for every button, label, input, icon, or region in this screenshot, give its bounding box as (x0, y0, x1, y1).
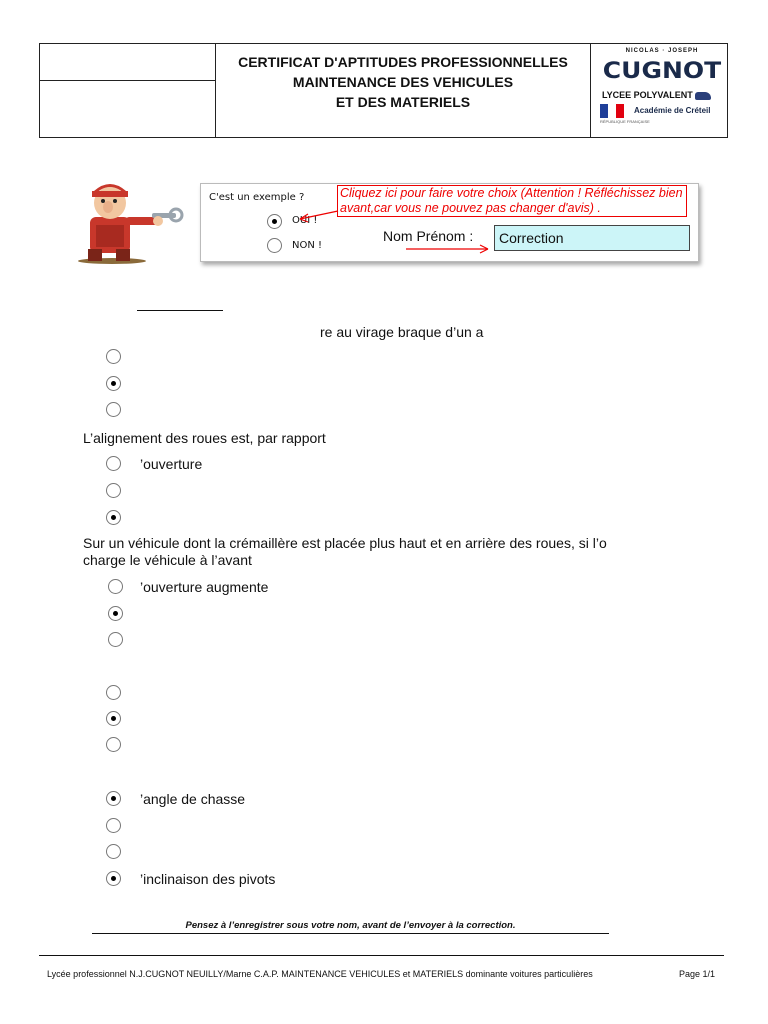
footer-divider (39, 955, 724, 956)
q5-option-2-radio[interactable] (106, 818, 121, 833)
q1-option-1-radio[interactable] (106, 349, 121, 364)
q2-option-1-label: ’ouverture (140, 456, 203, 472)
q3-option-1-radio[interactable] (108, 579, 123, 594)
cugnot-logo (600, 48, 724, 128)
title-line-1: CERTIFICAT D'APTITUDES PROFESSIONNELLES (238, 54, 568, 70)
logo-lycee (602, 90, 711, 100)
q5-option-1-label: ’angle de chasse (140, 791, 246, 807)
logo-name-small: NICOLAS · JOSEPH (625, 48, 699, 54)
example-non-label: NON ! (292, 240, 323, 251)
question-3-text-line2: charge le véhicule à l’avant (83, 552, 252, 568)
title-line-3: ET DES MATERIELS (335, 94, 471, 110)
q4-option-1-radio[interactable] (106, 685, 121, 700)
logo-republique: RÉPUBLIQUE FRANÇAISE (600, 119, 650, 124)
name-field[interactable]: Correction (494, 225, 690, 251)
title-line-2: MAINTENANCE DES VEHICULES (292, 74, 514, 90)
name-label: Nom Prénom : (383, 228, 474, 244)
footer-text: Lycée professionnel N.J.CUGNOT NEUILLY/Marne C.A.P. MAINTENANCE VEHICULES et MATERIELS dominante voitures particulières (47, 969, 593, 979)
header-left-cell (40, 44, 216, 137)
q5-option-3-radio[interactable] (106, 844, 121, 859)
q1-option-3-radio[interactable] (106, 402, 121, 417)
page-number: Page 1/1 (679, 969, 716, 979)
q1-option-2-radio[interactable] (106, 376, 121, 391)
car-icon (695, 92, 711, 100)
question-1-text: re au virage braque d’un a (320, 324, 484, 340)
q2-option-3-radio[interactable] (106, 510, 121, 525)
q4-option-3-radio[interactable] (106, 737, 121, 752)
question-2-text: L’alignement des roues est, par rapport (83, 430, 326, 446)
q3-option-1-label: ’ouverture augmente (140, 579, 269, 595)
logo-lycee-text: LYCEE POLYVALENT (602, 90, 693, 100)
example-note-callout: Cliquez ici pour faire votre choix (Attention ! Réfléchissez bien avant,car vous ne pouvez pas changer d'avis) . (337, 185, 687, 217)
logo-name-big: CUGNOT (602, 57, 722, 84)
question-3-text-line1: Sur un véhicule dont la crémaillère est placée plus haut et en arrière des roues, si l’o (83, 535, 607, 551)
example-oui-label: OUI ! (292, 215, 318, 226)
example-question: C'est un exemple ? (209, 192, 305, 203)
header-left-divider (40, 80, 215, 81)
section-underline (137, 310, 223, 311)
q5-option-1-radio[interactable] (106, 791, 121, 806)
q5-option-4-label: ’inclinaison des pivots (140, 871, 276, 887)
logo-academie: Académie de Créteil (634, 106, 711, 115)
mechanic-illustration (72, 177, 184, 265)
header-title (216, 44, 590, 137)
french-flag-icon (600, 104, 624, 118)
q4-option-2-radio[interactable] (106, 711, 121, 726)
q3-option-2-radio[interactable] (108, 606, 123, 621)
q2-option-1-radio[interactable] (106, 456, 121, 471)
save-notice: Pensez à l’enregistrer sous votre nom, avant de l’envoyer à la correction. (92, 920, 609, 934)
q5-option-4-radio[interactable] (106, 871, 121, 886)
q3-option-3-radio[interactable] (108, 632, 123, 647)
q2-option-2-radio[interactable] (106, 483, 121, 498)
